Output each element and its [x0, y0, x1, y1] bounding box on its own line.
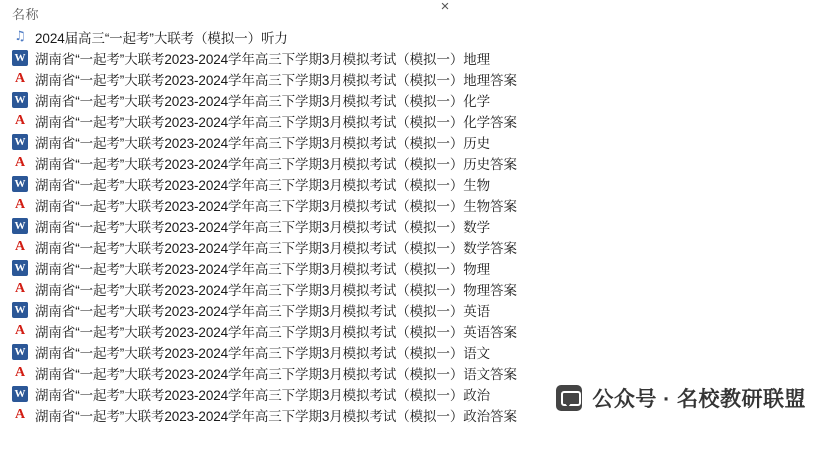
- list-item[interactable]: [0, 320, 828, 341]
- file-name: 湖南省“一起考”大联考2023-2024学年高三下学期3月模拟考试（模拟一）物理答案: [35, 282, 517, 298]
- word-file-icon: [12, 386, 28, 402]
- pdf-file-icon: [12, 197, 28, 213]
- watermark-text: 公众号 · 名校教研联盟: [592, 388, 806, 411]
- file-name: 湖南省“一起考”大联考2023-2024学年高三下学期3月模拟考试（模拟一）历史: [35, 135, 491, 151]
- file-name: 湖南省“一起考”大联考2023-2024学年高三下学期3月模拟考试（模拟一）历史答案: [35, 156, 517, 172]
- file-name: 湖南省“一起考”大联考2023-2024学年高三下学期3月模拟考试（模拟一）化学: [35, 93, 491, 109]
- file-name: 湖南省“一起考”大联考2023-2024学年高三下学期3月模拟考试（模拟一）数学答案: [35, 240, 517, 256]
- pdf-file-icon: [12, 239, 28, 255]
- pdf-file-icon: [12, 323, 28, 339]
- file-name: 湖南省“一起考”大联考2023-2024学年高三下学期3月模拟考试（模拟一）地理答案: [35, 72, 517, 88]
- word-file-icon: [12, 260, 28, 276]
- file-name: 湖南省“一起考”大联考2023-2024学年高三下学期3月模拟考试（模拟一）英语: [35, 303, 491, 319]
- word-file-icon: [12, 50, 28, 66]
- list-item[interactable]: [0, 152, 828, 173]
- file-name: 湖南省“一起考”大联考2023-2024学年高三下学期3月模拟考试（模拟一）语文: [35, 345, 491, 361]
- word-file-icon: [12, 92, 28, 108]
- word-file-icon: [12, 218, 28, 234]
- list-item[interactable]: [0, 299, 828, 320]
- list-item[interactable]: [0, 131, 828, 152]
- list-item[interactable]: [0, 26, 828, 47]
- pdf-file-icon: [12, 407, 28, 423]
- list-item[interactable]: [0, 362, 828, 383]
- list-item[interactable]: [0, 47, 828, 68]
- pdf-file-icon: [12, 365, 28, 381]
- pdf-file-icon: [12, 113, 28, 129]
- list-item[interactable]: [0, 341, 828, 362]
- file-name: 湖南省“一起考”大联考2023-2024学年高三下学期3月模拟考试（模拟一）物理: [35, 261, 491, 277]
- bottom-padding: [0, 439, 828, 449]
- close-icon[interactable]: ×: [440, 0, 450, 15]
- list-item[interactable]: [0, 194, 828, 215]
- word-file-icon: [12, 344, 28, 360]
- list-item[interactable]: [0, 173, 828, 194]
- file-name: 湖南省“一起考”大联考2023-2024学年高三下学期3月模拟考试（模拟一）地理: [35, 51, 491, 67]
- file-name: 湖南省“一起考”大联考2023-2024学年高三下学期3月模拟考试（模拟一）政治答案: [35, 408, 517, 424]
- file-name: 湖南省“一起考”大联考2023-2024学年高三下学期3月模拟考试（模拟一）化学答案: [35, 114, 517, 130]
- list-item[interactable]: [0, 236, 828, 257]
- file-name: 2024届高三“一起考”大联考（模拟一）听力: [35, 30, 288, 46]
- list-item[interactable]: [0, 89, 828, 110]
- file-list: [0, 26, 828, 425]
- word-file-icon: [12, 176, 28, 192]
- file-name: 湖南省“一起考”大联考2023-2024学年高三下学期3月模拟考试（模拟一）英语答案: [35, 324, 517, 340]
- file-name: 湖南省“一起考”大联考2023-2024学年高三下学期3月模拟考试（模拟一）生物: [35, 177, 491, 193]
- pdf-file-icon: [12, 155, 28, 171]
- word-file-icon: [12, 134, 28, 150]
- list-item[interactable]: [0, 215, 828, 236]
- audio-file-icon: [12, 29, 28, 45]
- file-name: 湖南省“一起考”大联考2023-2024学年高三下学期3月模拟考试（模拟一）政治: [35, 387, 491, 403]
- file-name: 湖南省“一起考”大联考2023-2024学年高三下学期3月模拟考试（模拟一）语文答案: [35, 366, 517, 382]
- pdf-file-icon: [12, 281, 28, 297]
- word-file-icon: [12, 302, 28, 318]
- column-header-name[interactable]: 名称: [12, 7, 40, 22]
- pdf-file-icon: [12, 71, 28, 87]
- list-item[interactable]: [0, 110, 828, 131]
- list-item[interactable]: [0, 257, 828, 278]
- list-item[interactable]: [0, 68, 828, 89]
- file-name: 湖南省“一起考”大联考2023-2024学年高三下学期3月模拟考试（模拟一）数学: [35, 219, 491, 235]
- file-name: 湖南省“一起考”大联考2023-2024学年高三下学期3月模拟考试（模拟一）生物答案: [35, 198, 517, 214]
- wechat-logo-icon: [556, 385, 582, 411]
- list-item[interactable]: [0, 278, 828, 299]
- watermark: [556, 383, 806, 413]
